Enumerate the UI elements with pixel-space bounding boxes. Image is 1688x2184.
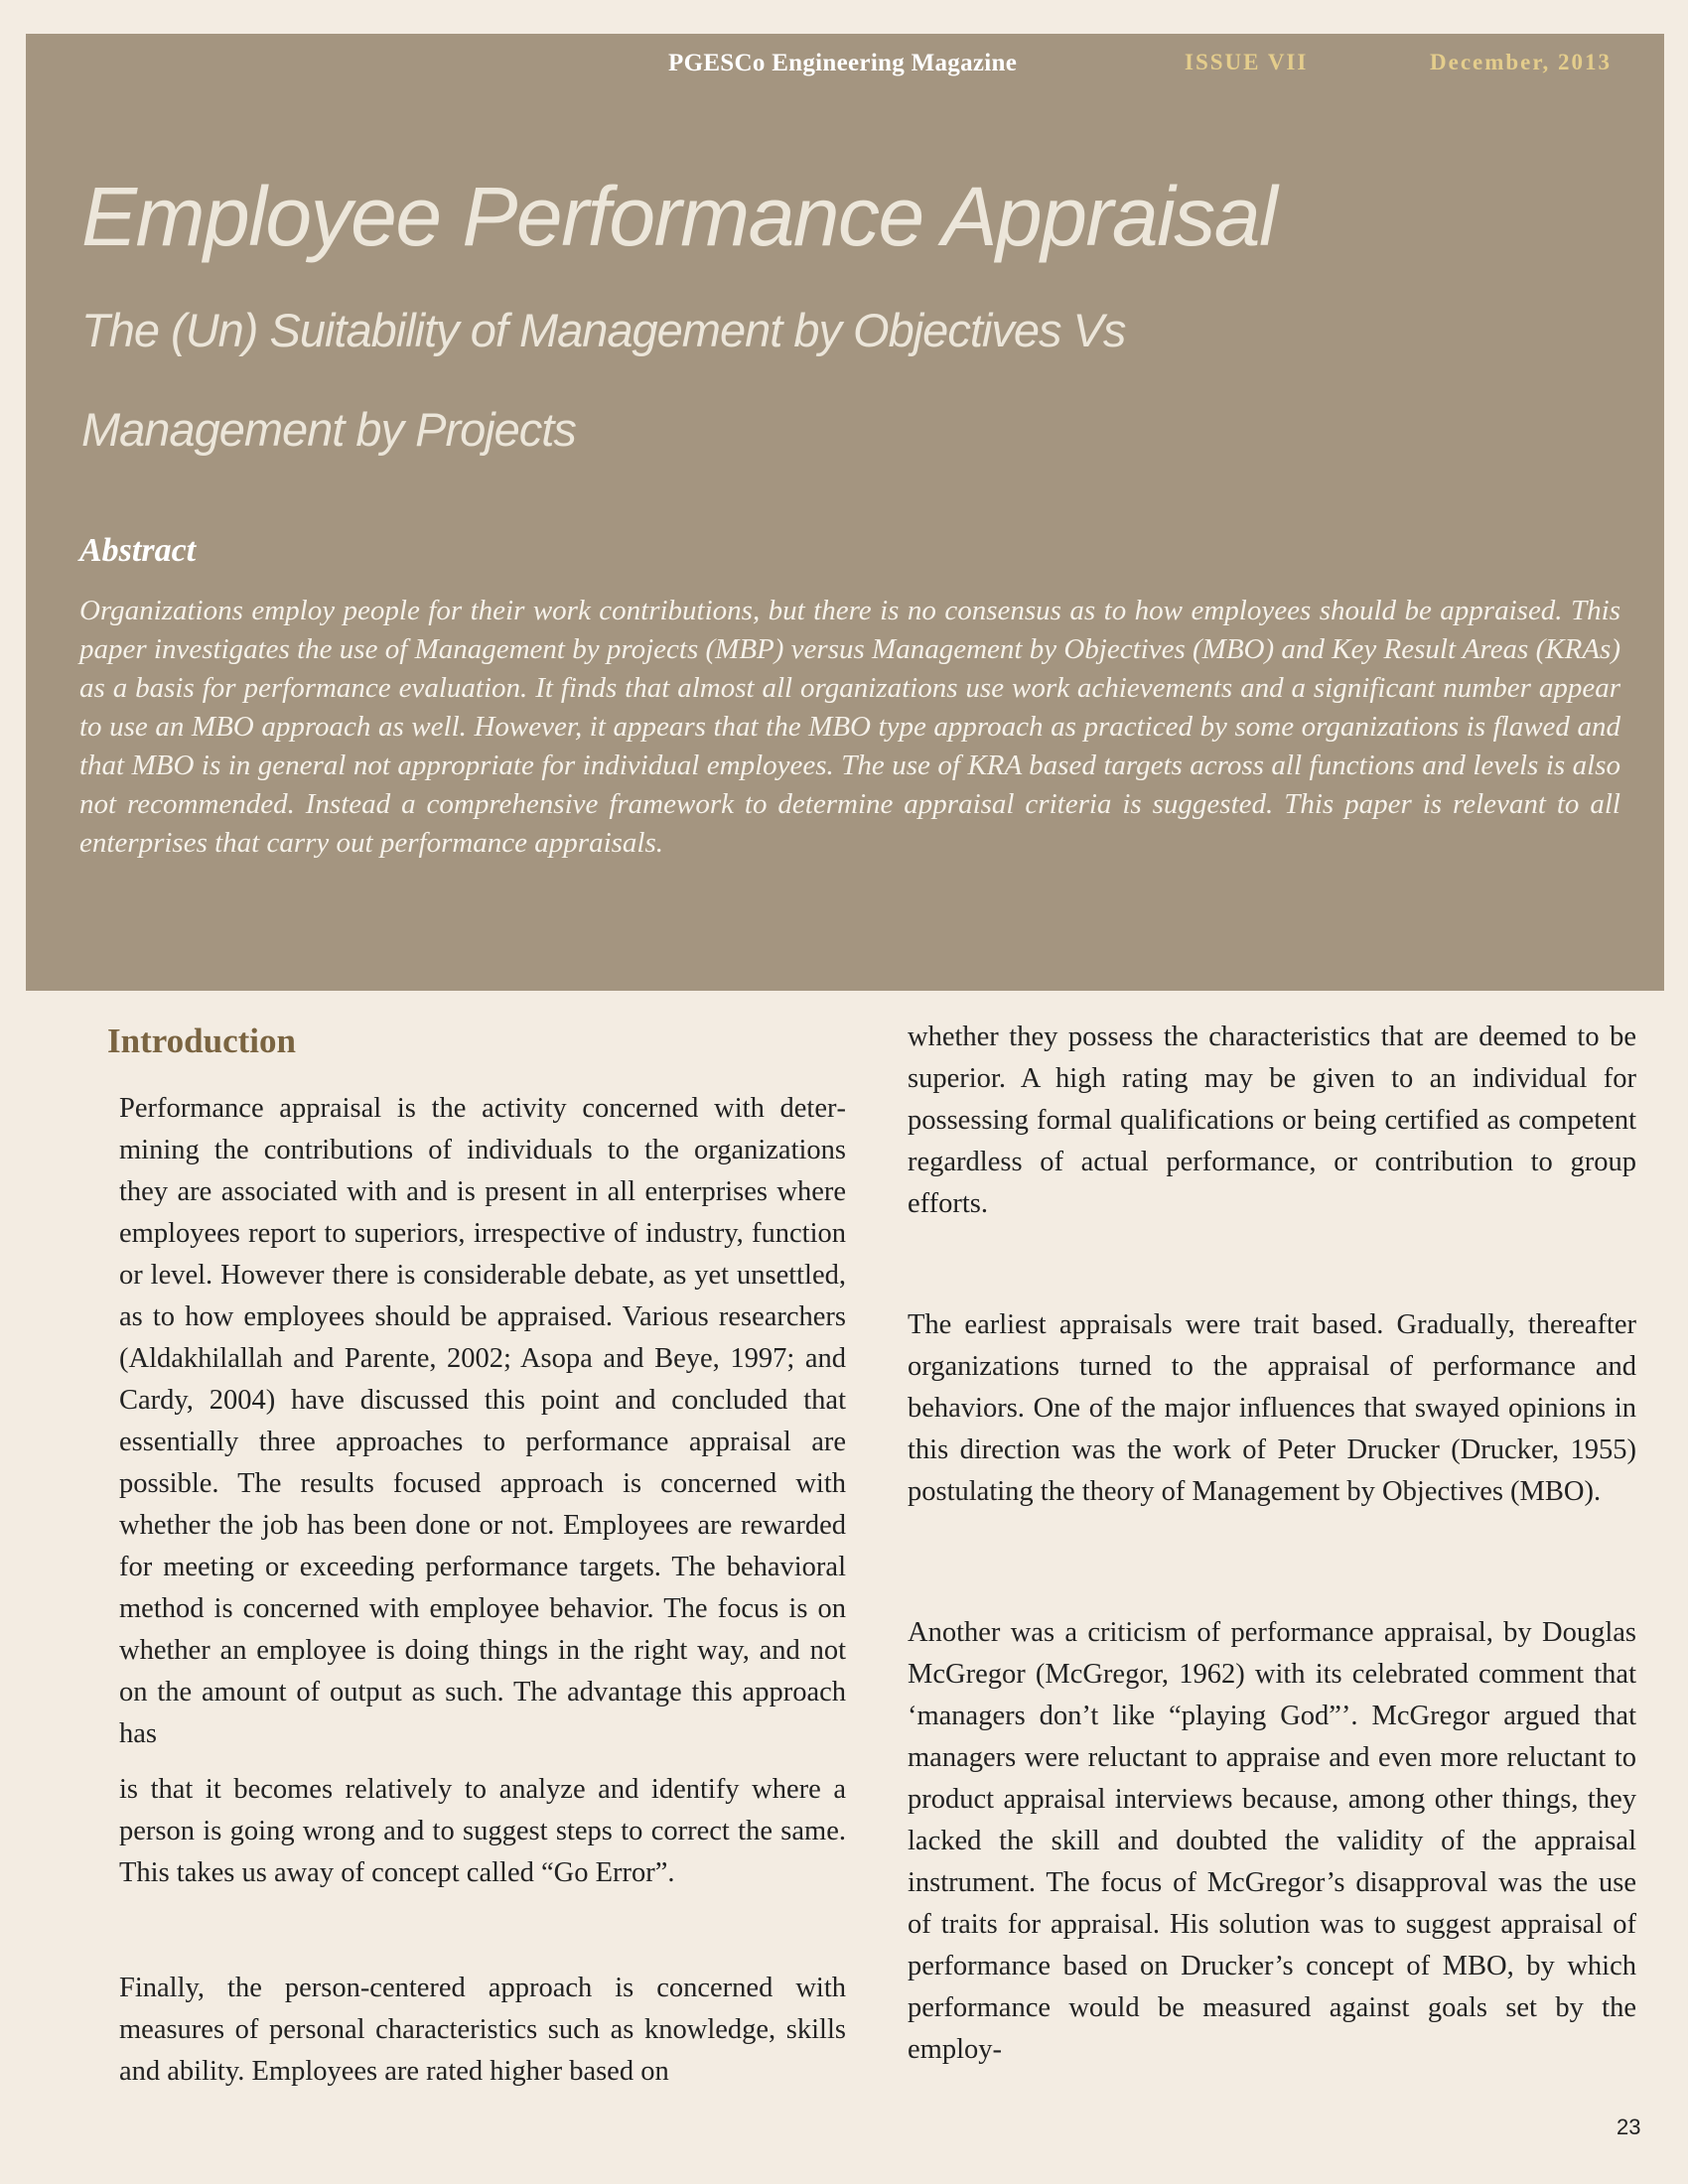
issue-label: ISSUE VII [1185,50,1309,74]
magazine-name: PGESCo Engineering Magazine [668,50,1018,76]
abstract-text: Organizations employ people for their work contributions, but there is no consensus as to how employees should be appraised. This paper investigates the use of Management by projects (MBP) versus Management by Objectives (MBO) and Key Result Areas (KRAs) as a basis for performance evaluation. It finds that almost all organizations use work achievements and a significant number appear to use an MBO approach as well. However, it appears that the MBO type approach as practiced by some organizations is flawed and that MBO is in general not appropriate for individual employees. The use of KRA based targets across all functions and levels is also not recommended. Instead a comprehensive framework to determine appraisal criteria is suggested. This paper is relevant to all enterprises that carry out performance appraisals. [79,595,1620,859]
body-paragraph: Performance appraisal is the activity concerned with determining the contributions of individuals to the organizations they are associated with and is present in all enterprises where employees report to superiors, irrespective of industry, function or level. However there is considerable debate, as yet unsettled, as to how employees should be appraised. Various researchers (Aldakhilallah and Parente, 2002; Asopa and Beye, 1997; and Cardy, 2004) have discussed this point and concluded that essentially three approaches to performance appraisal are possible. The results focused approach is concerned with whether the job has been done or not. Employees are rewarded for meeting or exceeding performance targets. The behavioral method is concerned with employee behavior. The focus is on whether an employee is doing things in the right way, and not on the amount of output as such. The advantage this approach has [119,1093,846,1749]
article-subtitle-line-2: Management by Projects [81,403,576,456]
page-number: 23 [1617,2115,1641,2139]
issue-date: December, 2013 [1430,50,1612,74]
introduction-heading: Introduction [107,1022,296,1060]
article-title: Employee Performance Appraisal [81,170,1277,263]
left-column [107,1003,846,2105]
body-paragraph: The earliest appraisals were trait based. Gradually, thereafter organizations turned to the appraisal of performance and behaviors. One of the major influences that swayed opinions in this direction was the work of Peter Drucker (Drucker, 1955) postulating the theory of Management by Objectives (MBO). [908,1309,1636,1507]
article-subtitle-line-1: The (Un) Suitability of Management by Objectives Vs [81,304,1126,356]
body-paragraph: whether they possess the characteristics that are deemed to be superior. A high rating may be given to an individual for possessing formal qualifications or being certified as competent regardless of actual performance, or contribution to group efforts. [908,1022,1636,1219]
body-paragraph: is that it becomes relatively to analyze and identify where a person is going wrong and to suggest steps to correct the same. This takes us away of concept called “Go Error”. [119,1774,846,1888]
body-paragraph: Finally, the person-centered approach is concerned with measures of personal characteristics such as knowledge, skills and ability. Employees are rated higher based on [119,1973,846,2087]
abstract-heading: Abstract [79,532,197,569]
right-column [908,1003,1636,2105]
body-paragraph: Another was a criticism of performance appraisal, by Douglas McGregor (McGregor, 1962) with its celebrated comment that ‘managers don’t like “playing God”’. McGregor argued that managers were reluctant to appraise and even more reluctant to product appraisal interviews because, among other things, they lacked the skill and doubted the validity of the appraisal instrument. The focus of McGregor’s disapproval was the use of traits for appraisal. His solution was to suggest appraisal of performance based on Drucker’s concept of MBO, by which performance would be measured against goals set by the employ- [908,1617,1636,2065]
